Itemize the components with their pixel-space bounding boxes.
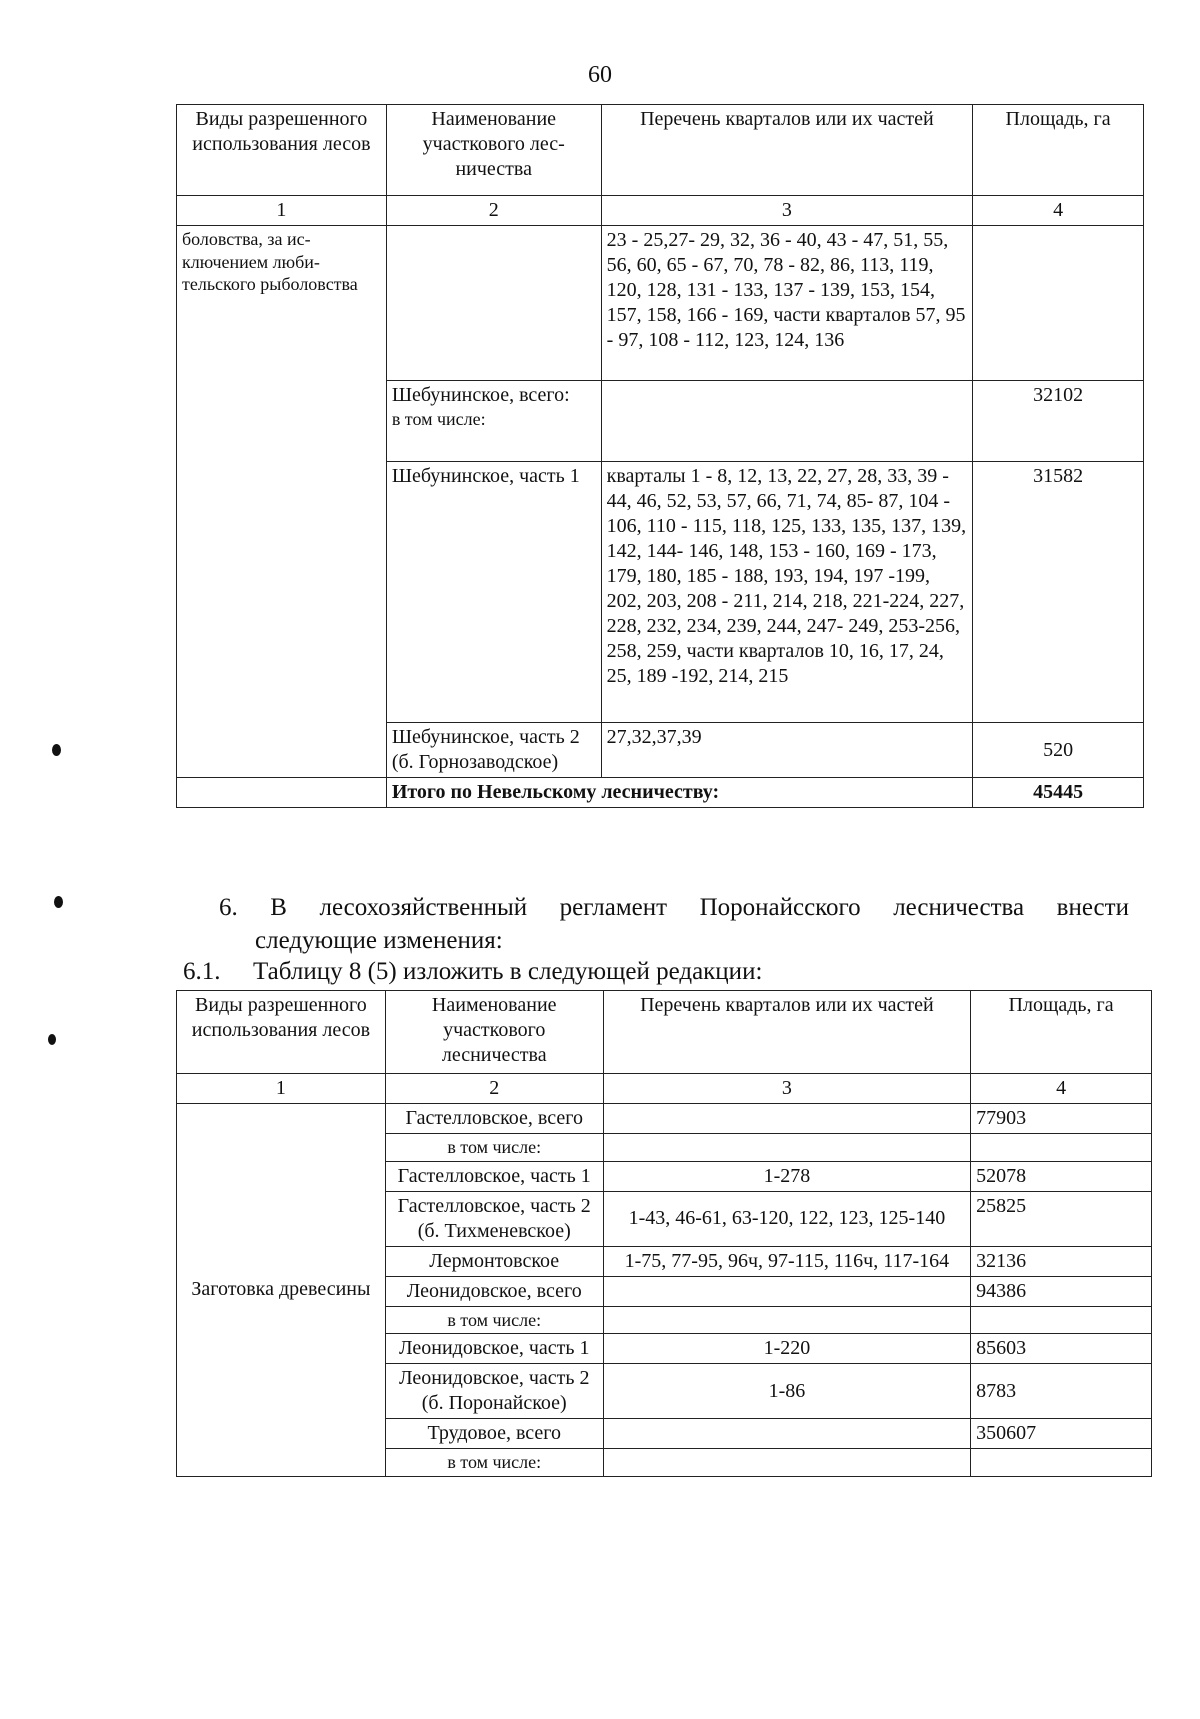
header-use-type: Виды разрешенного использования лесов [177, 991, 386, 1074]
quarters-cell [603, 1449, 970, 1477]
quarters-cell: кварталы 1 - 8, 12, 13, 22, 27, 28, 33, 39 - 44, 46, 52, 53, 57, 66, 71, 74, 85- 87, 104 - 106, 110 - 115, 118, 125, 133, 135, 137, 139, 142, 144- 146, 148, 153 - 160, 169 - 173, 179, 180, 185 - 188, 193, 194, 197 -199, 202, 203, 208 - 211, 214, 218, 221-224, 227, 228, 232, 234, 239, 244, 247- 249, 253-256, 258, 259, части кварталов 10, 16, 17, 24, 25, 189 -192, 214, 215 [601, 462, 972, 723]
table-row [177, 1104, 1152, 1134]
area-cell: 520 [973, 723, 1144, 778]
quarters-cell [601, 381, 972, 462]
forestry-cell: Лермонтовское [385, 1246, 603, 1276]
forestry-cell: Шебунинское, часть 2 (б. Горнозаводское) [386, 723, 601, 778]
forestry-cell: Леонидовское, часть 2 (б. Поронайское) [385, 1364, 603, 1419]
para6-word: 6. [219, 894, 238, 921]
table-header-row [177, 991, 1152, 1074]
header-area: Площадь, га [971, 991, 1152, 1074]
total-label: Итого по Невельскому лесничеству: [386, 778, 972, 808]
table-header-row [177, 105, 1144, 196]
column-number-row [177, 1074, 1152, 1104]
area-cell: 77903 [971, 1104, 1152, 1134]
use-type-cell: боловства, за исключением любительского рыболовства [177, 226, 387, 778]
forestry-cell: Гастелловское, часть 2 (б. Тихменевское) [385, 1191, 603, 1246]
col-num-4: 4 [971, 1074, 1152, 1104]
area-cell: 85603 [971, 1334, 1152, 1364]
para6-line2: следующие изменения: [255, 926, 503, 954]
quarters-cell: 1-220 [603, 1334, 970, 1364]
page-number: 60 [588, 62, 612, 88]
table-poronaysk [176, 990, 1152, 1477]
header-quarters: Перечень кварталов или их частей [603, 991, 970, 1074]
para6-word: В [270, 894, 287, 921]
quarters-cell [603, 1134, 970, 1162]
area-cell [971, 1134, 1152, 1162]
quarters-cell [603, 1104, 970, 1134]
scan-speck [54, 896, 63, 908]
forestry-cell: в том числе: [385, 1449, 603, 1477]
para6-word: регламент [559, 894, 668, 921]
area-cell: 31582 [973, 462, 1144, 723]
total-empty-cell [177, 778, 387, 808]
para6-word: Поронайсского [699, 894, 861, 921]
paragraph-6 [219, 892, 1129, 957]
col-num-4: 4 [973, 196, 1144, 226]
forestry-note: в том числе: [391, 409, 486, 429]
forestry-cell: в том числе: [385, 1134, 603, 1162]
area-cell [973, 226, 1144, 381]
forestry-name: Шебунинское, всего: [391, 384, 570, 406]
col-num-2: 2 [386, 196, 601, 226]
header-area: Площадь, га [973, 105, 1144, 196]
table-nevelsk-continuation [176, 104, 1144, 808]
quarters-cell [603, 1276, 970, 1306]
total-value: 45445 [973, 778, 1144, 808]
table-row [177, 226, 1144, 381]
area-cell [971, 1306, 1152, 1334]
area-cell [971, 1449, 1152, 1477]
forestry-cell [386, 381, 601, 462]
col-num-3: 3 [603, 1074, 970, 1104]
area-cell: 8783 [971, 1364, 1152, 1419]
para61-text: Таблицу 8 (5) изложить в следующей редакции: [253, 958, 763, 985]
forestry-cell: Гастелловское, всего [385, 1104, 603, 1134]
quarters-cell: 1-43, 46-61, 63-120, 122, 123, 125-140 [603, 1191, 970, 1246]
col-num-2: 2 [385, 1074, 603, 1104]
use-type-cell: Заготовка древесины [177, 1104, 386, 1477]
paragraph-6-1 [183, 958, 762, 986]
col-num-3: 3 [601, 196, 972, 226]
col-num-1: 1 [177, 196, 387, 226]
quarters-cell: 1-278 [603, 1161, 970, 1191]
forestry-cell: Леонидовское, часть 1 [385, 1334, 603, 1364]
col-num-1: 1 [177, 1074, 386, 1104]
forestry-cell: Шебунинское, часть 1 [386, 462, 601, 723]
forestry-cell: Трудовое, всего [385, 1419, 603, 1449]
total-row [177, 778, 1144, 808]
area-cell: 25825 [971, 1191, 1152, 1246]
quarters-cell: 1-86 [603, 1364, 970, 1419]
column-number-row [177, 196, 1144, 226]
quarters-cell [603, 1419, 970, 1449]
para6-word: лесничества [893, 894, 1025, 921]
scan-speck [52, 744, 61, 756]
para6-word: лесохозяйственный [319, 894, 528, 921]
area-cell: 52078 [971, 1161, 1152, 1191]
scan-speck [48, 1034, 56, 1045]
para61-number: 6.1. [183, 958, 221, 985]
forestry-cell: Гастелловское, часть 1 [385, 1161, 603, 1191]
quarters-cell [603, 1306, 970, 1334]
header-quarters: Перечень кварталов или их частей [601, 105, 972, 196]
header-forestry: Наименование участкового лесничества [385, 991, 603, 1074]
header-use-type: Виды разрешенного использования лесов [177, 105, 387, 196]
quarters-cell: 23 - 25,27- 29, 32, 36 - 40, 43 - 47, 51, 55, 56, 60, 65 - 67, 70, 78 - 82, 86, 113, 119, 120, 128, 131 - 133, 137 - 139, 153, 154, 157, 158, 166 - 169, части кварталов 57, 95 - 97, 108 - 112, 123, 124, 136 [601, 226, 972, 381]
header-forestry: Наименование участкового лесничества [386, 105, 601, 196]
area-cell: 32102 [973, 381, 1144, 462]
quarters-cell: 27,32,37,39 [601, 723, 972, 778]
quarters-cell: 1-75, 77-95, 96ч, 97-115, 116ч, 117-164 [603, 1246, 970, 1276]
forestry-cell: Леонидовское, всего [385, 1276, 603, 1306]
area-cell: 350607 [971, 1419, 1152, 1449]
forestry-cell [386, 226, 601, 381]
area-cell: 94386 [971, 1276, 1152, 1306]
forestry-cell: в том числе: [385, 1306, 603, 1334]
para6-word: внести [1056, 894, 1129, 921]
area-cell: 32136 [971, 1246, 1152, 1276]
